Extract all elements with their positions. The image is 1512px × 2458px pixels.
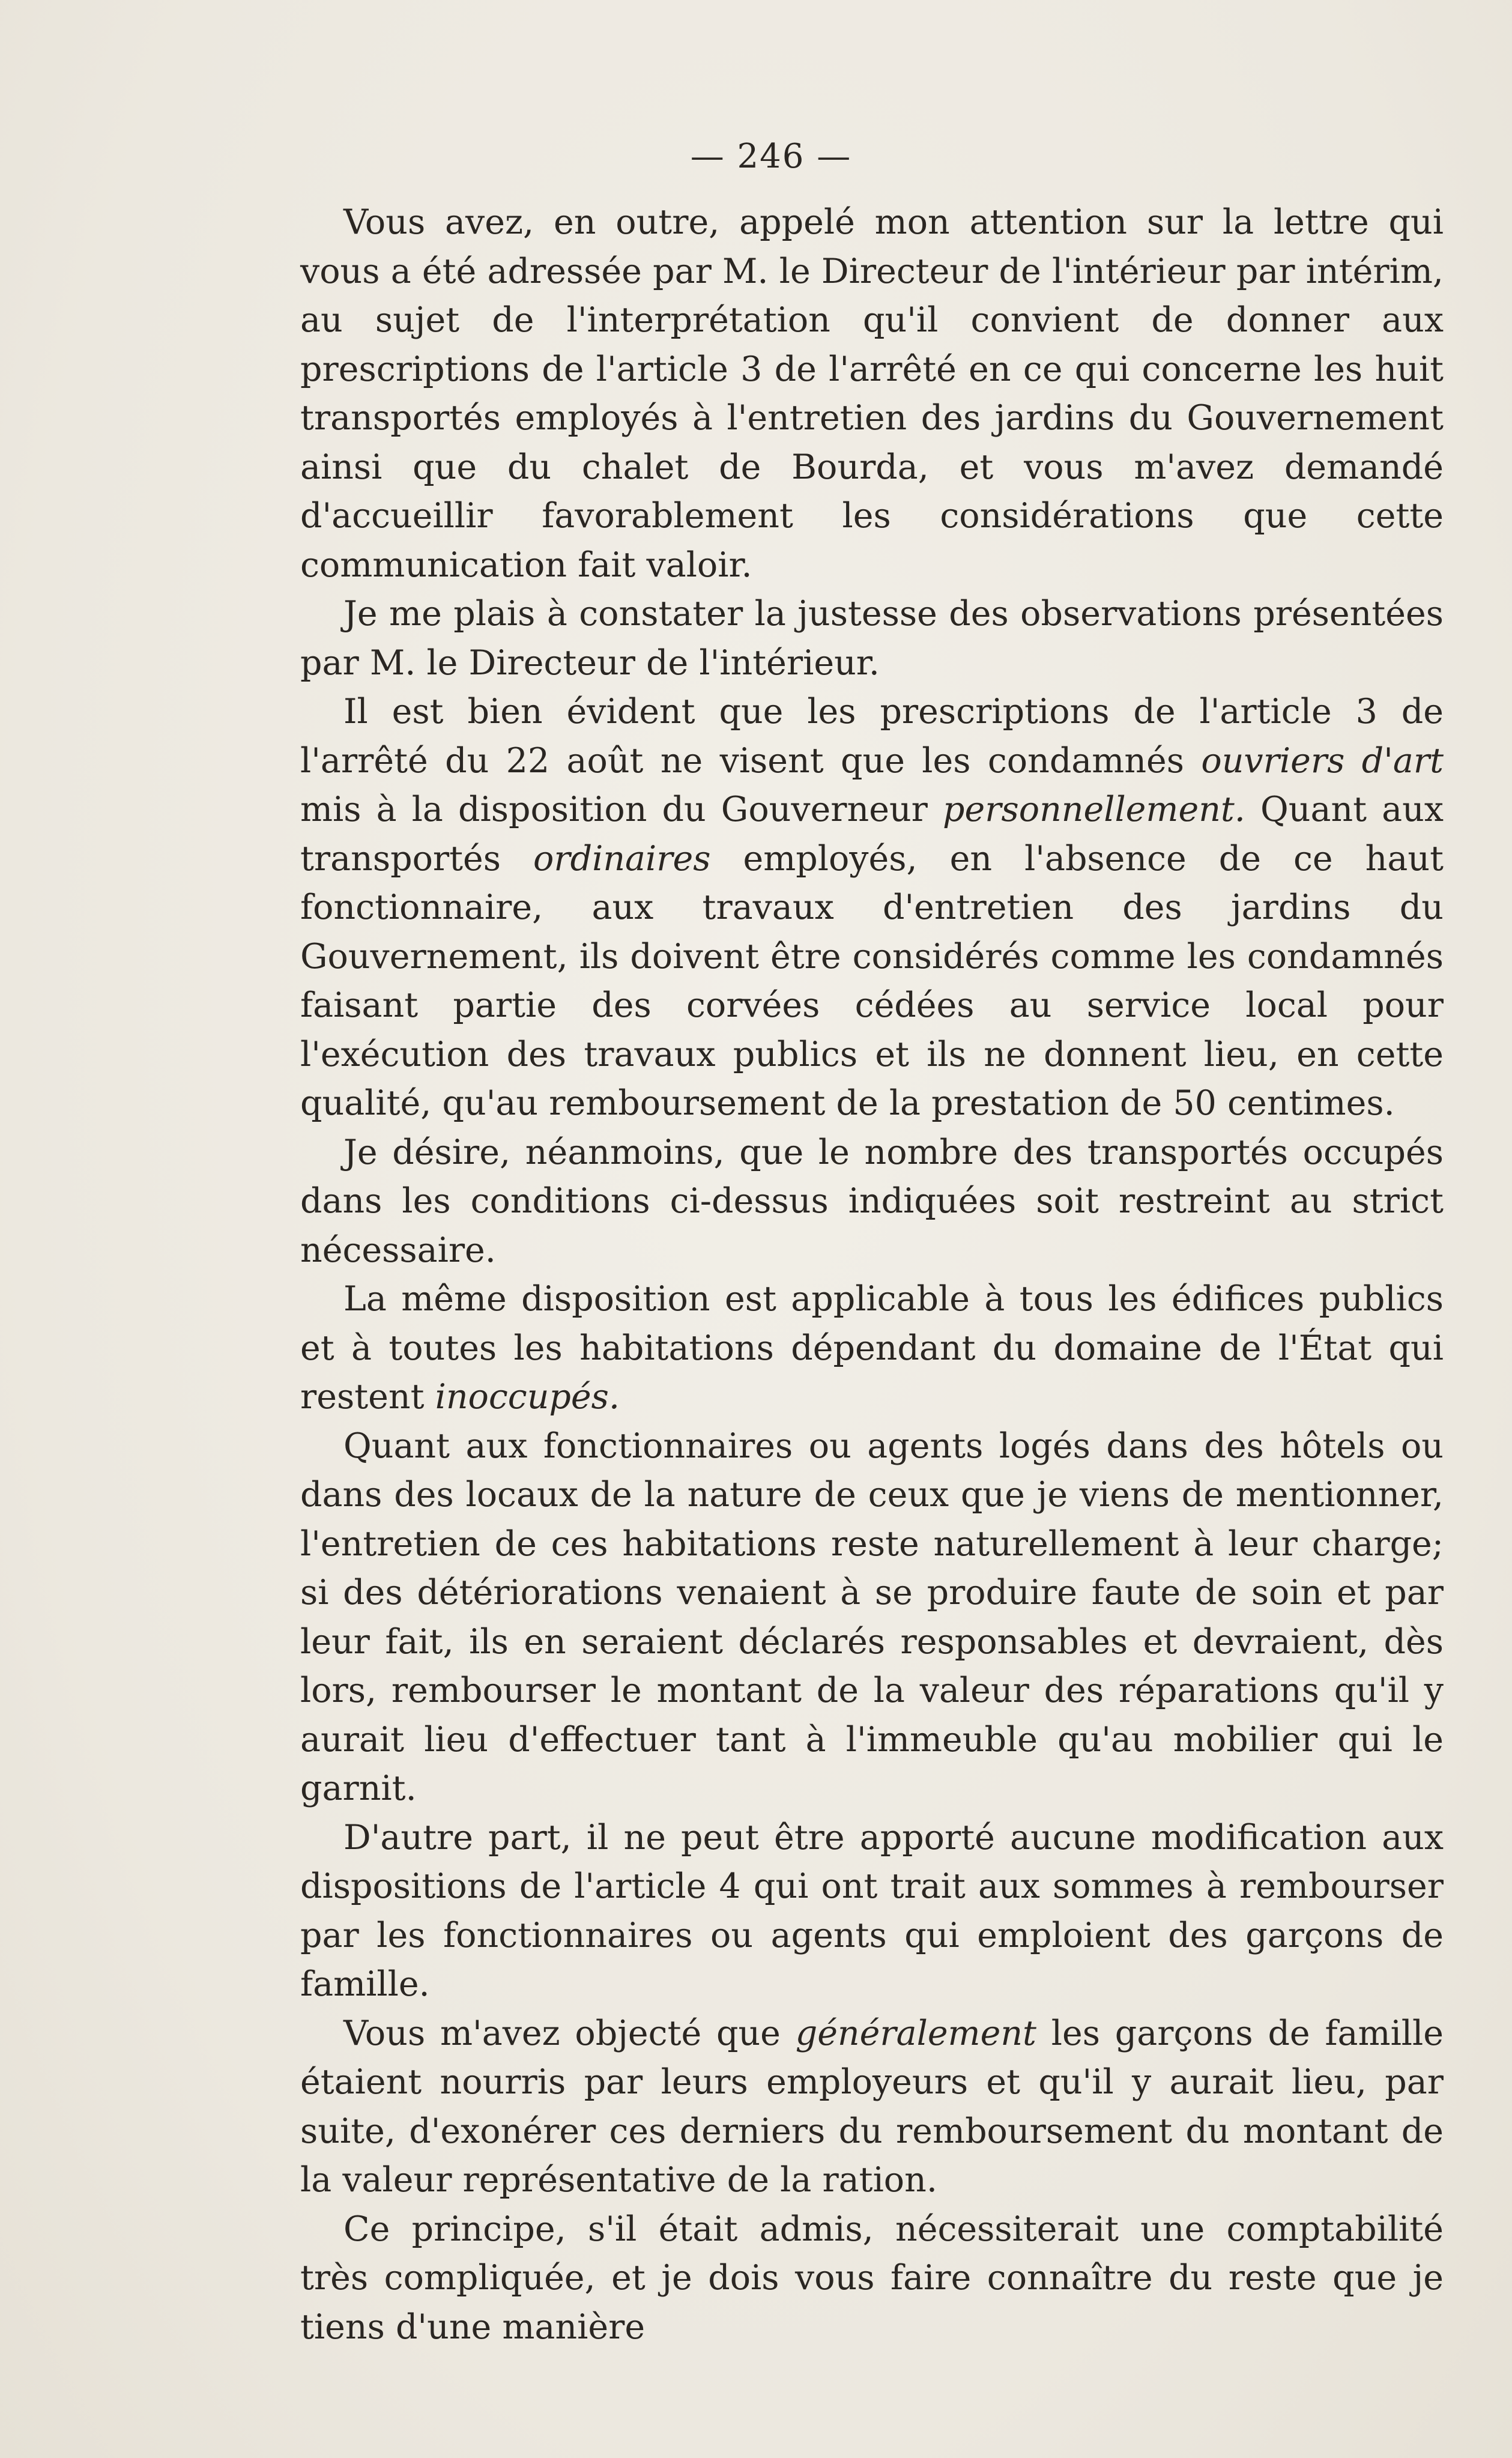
paragraph xyxy=(300,1422,1444,1814)
body-text xyxy=(300,198,1444,2352)
paragraph xyxy=(300,1814,1444,2009)
text-segment: Quant aux transportés xyxy=(300,790,1444,879)
text-segment: D'autre part, il ne peut être apporté aucune modification aux dispositions de l'article 4 qui ont trait aux sommes à rembourser par les fonctionnaires ou agents qui emploient des garçons de famille. xyxy=(300,1817,1444,2004)
text-segment: employés, en l'absence de ce haut fonctionnaire, aux travaux d'entretien des jardins du Gouvernement, ils doivent être considérés comme les condamnés faisant partie des corvées cédées au service local pour l'exécution des travaux publics et ils ne donnent lieu, en cette qualité, qu'au remboursement de la prestation de 50 centimes. xyxy=(300,838,1444,1123)
italic-text: personnellement. xyxy=(943,790,1245,829)
text-segment: La même disposition est applicable à tous les édifices publics et à toutes les habitations dépendant du domaine de l'État qui restent xyxy=(300,1279,1444,1417)
text-segment: Ce principe, s'il était admis, nécessiterait une comptabilité très compliquée, et je dois vous faire connaître du reste que je tiens d'une manière xyxy=(300,2209,1444,2347)
italic-text: ordinaires xyxy=(533,838,711,879)
text-segment: Je désire, néanmoins, que le nombre des transportés occupés dans les conditions ci-dessus indiquées soit restreint au strict nécessaire. xyxy=(300,1132,1444,1270)
paragraph xyxy=(300,2205,1444,2352)
italic-text: généralement xyxy=(795,2013,1036,2053)
text-segment: Vous avez, en outre, appelé mon attention sur la lettre qui vous a été adressée par M. le Directeur de l'intérieur par intérim, au sujet de l'interprétation qu'il convient de donner aux prescriptions de l'article 3 de l'arrêté en ce qui concerne les huit transportés employés à l'entretien des jardins du Gouvernement ainsi que du chalet de Bourda, et vous m'avez demandé d'accueillir favorablement les considérations que cette communication fait valoir. xyxy=(300,202,1444,585)
italic-text: inoccupés. xyxy=(435,1377,620,1417)
paragraph xyxy=(300,688,1444,1128)
paragraph xyxy=(300,2009,1444,2205)
paragraph xyxy=(300,1128,1444,1276)
text-segment: Quant aux fonctionnaires ou agents logés dans des hôtels ou dans des locaux de la nature de ceux que je viens de mentionner, l'entretien de ces habitations reste naturellement à leur charge; si des détériorations venaient à se produire faute de soin et par leur fait, ils en seraient déclarés responsables et devraient, dès lors, rembourser le montant de la valeur des réparations qu'il y aurait lieu d'effectuer tant à l'immeuble qu'au mobilier qui le garnit. xyxy=(300,1426,1444,1808)
text-segment: Vous m'avez objecté que xyxy=(343,2013,796,2053)
text-segment: les garçons de famille étaient nourris par leurs employeurs et qu'il y aurait lieu, par suite, d'exonérer ces derniers du remboursement du montant de la valeur représentative de la ration. xyxy=(300,2013,1444,2200)
paragraph xyxy=(300,590,1444,688)
paragraph xyxy=(300,198,1444,590)
text-segment: Je me plais à constater la justesse des observations présentées par M. le Directeur de l'intérieur. xyxy=(300,594,1444,683)
page-number: — 246 — xyxy=(690,137,852,176)
italic-text: ouvriers d'art xyxy=(1201,740,1444,781)
text-segment: mis à la disposition du Gouverneur xyxy=(300,790,943,829)
paragraph xyxy=(300,1275,1444,1422)
text-segment: Il est bien évident que les prescriptions de l'article 3 de l'arrêté du 22 août ne visent que les condamnés xyxy=(300,692,1444,781)
